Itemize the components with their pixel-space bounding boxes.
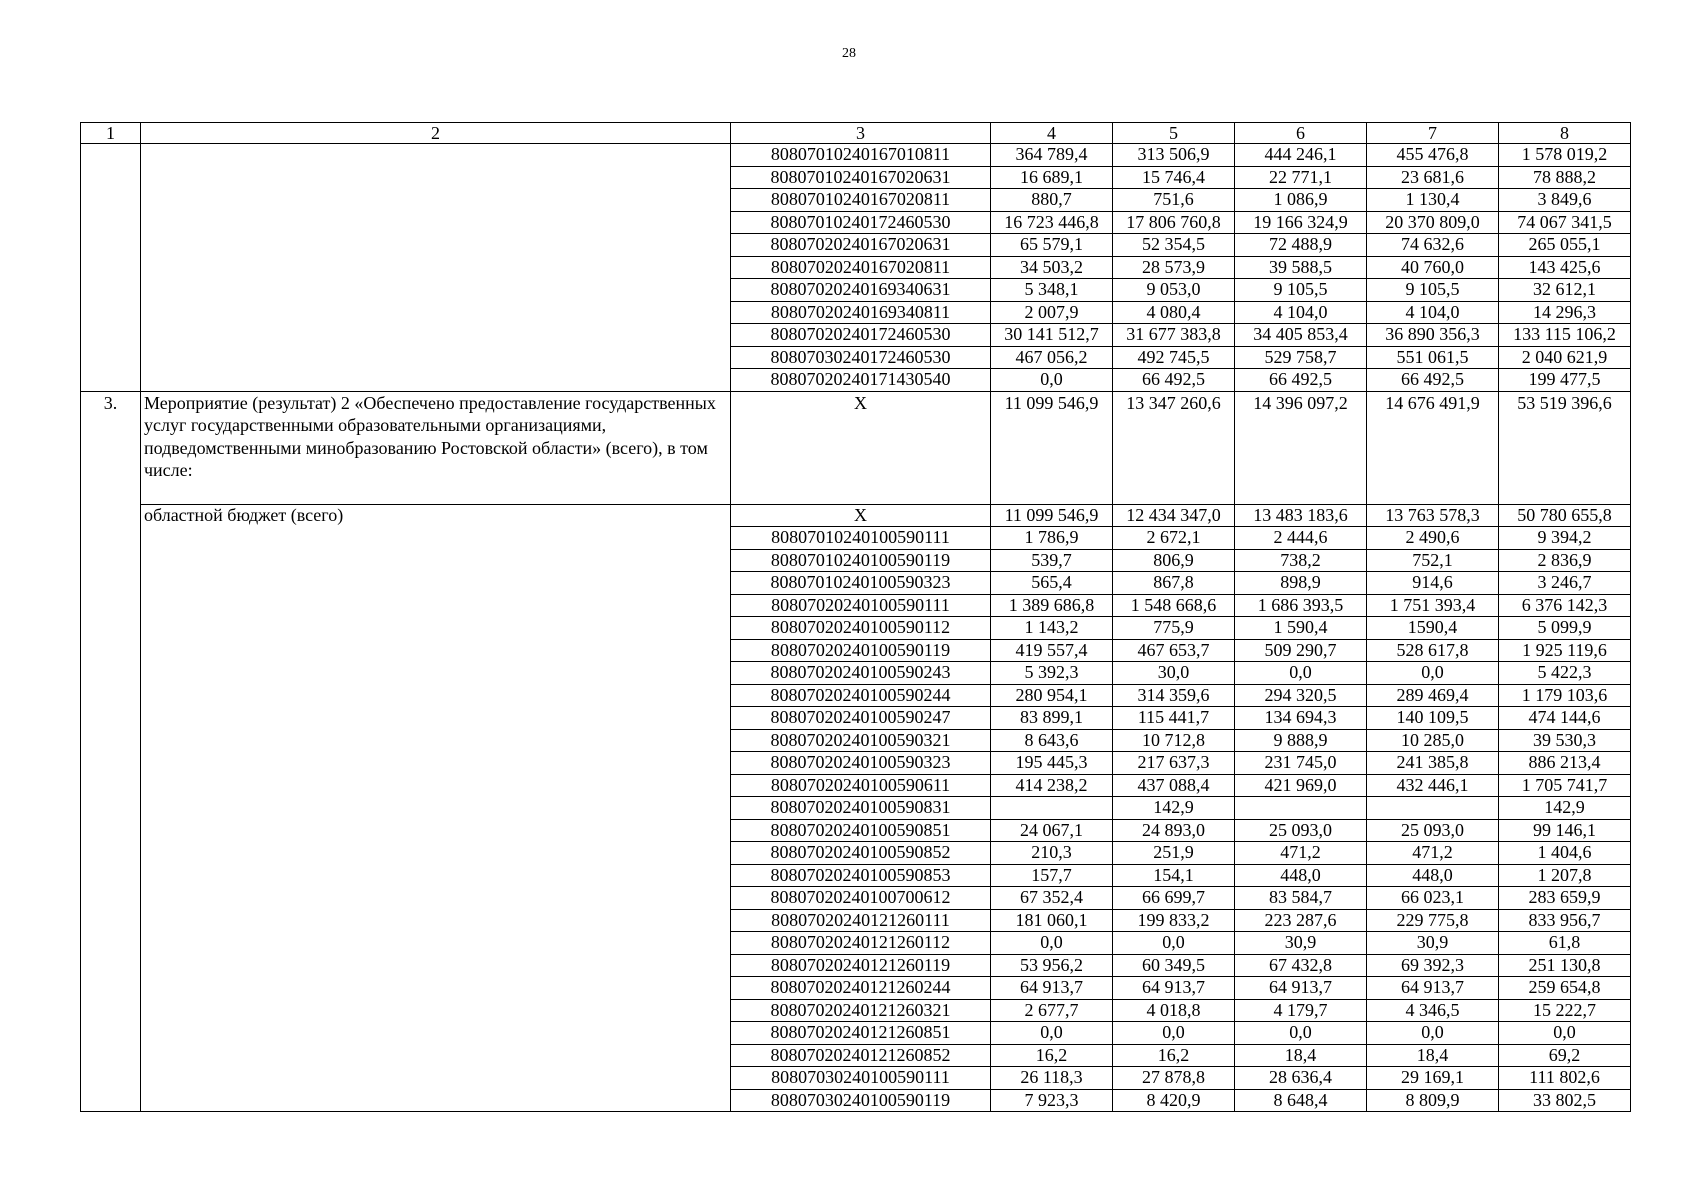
amount-cell: 66 492,5	[1235, 369, 1367, 392]
amount-cell: 30,9	[1235, 932, 1367, 955]
amount-cell: 142,9	[1499, 797, 1631, 820]
budget-code-cell: 80807020240169340811	[731, 301, 991, 324]
amount-cell: 30,9	[1367, 932, 1499, 955]
amount-cell: 539,7	[991, 549, 1113, 572]
header-cell: 5	[1113, 123, 1235, 144]
amount-cell: 229 775,8	[1367, 909, 1499, 932]
amount-cell: 565,4	[991, 572, 1113, 595]
amount-cell: 16,2	[991, 1044, 1113, 1067]
amount-cell: 52 354,5	[1113, 234, 1235, 257]
amount-cell: 13 763 578,3	[1367, 504, 1499, 527]
amount-cell: 448,0	[1367, 864, 1499, 887]
amount-cell: 0,0	[1235, 662, 1367, 685]
amount-cell: 0,0	[1113, 1022, 1235, 1045]
budget-code-cell: 80807020240100590111	[731, 594, 991, 617]
amount-cell: 2 444,6	[1235, 527, 1367, 550]
budget-table	[80, 122, 1631, 1112]
amount-cell: 154,1	[1113, 864, 1235, 887]
amount-cell: 2 490,6	[1367, 527, 1499, 550]
amount-cell: 4 104,0	[1367, 301, 1499, 324]
amount-cell: 833 956,7	[1499, 909, 1631, 932]
amount-cell: 10 285,0	[1367, 729, 1499, 752]
amount-cell	[991, 797, 1113, 820]
header-cell: 7	[1367, 123, 1499, 144]
amount-cell: 39 530,3	[1499, 729, 1631, 752]
amount-cell	[1235, 797, 1367, 820]
amount-cell: 9 888,9	[1235, 729, 1367, 752]
amount-cell: 8 643,6	[991, 729, 1113, 752]
amount-cell: 18,4	[1367, 1044, 1499, 1067]
budget-code-cell: 80807020240100590323	[731, 752, 991, 775]
amount-cell: 437 088,4	[1113, 774, 1235, 797]
amount-cell: 0,0	[991, 369, 1113, 392]
amount-cell: 9 105,5	[1235, 279, 1367, 302]
amount-cell: 2 677,7	[991, 999, 1113, 1022]
amount-cell: 1 548 668,6	[1113, 594, 1235, 617]
amount-cell: 66 492,5	[1113, 369, 1235, 392]
budget-code-cell: 80807020240100590611	[731, 774, 991, 797]
budget-code-cell: 80807020240100590853	[731, 864, 991, 887]
amount-cell: 34 405 853,4	[1235, 324, 1367, 347]
amount-cell: 0,0	[1235, 1022, 1367, 1045]
amount-cell: 28 636,4	[1235, 1067, 1367, 1090]
amount-cell: 24 893,0	[1113, 819, 1235, 842]
budget-code-cell: 80807010240100590119	[731, 549, 991, 572]
amount-cell: 4 346,5	[1367, 999, 1499, 1022]
budget-code-cell: 80807020240169340631	[731, 279, 991, 302]
amount-cell: 111 802,6	[1499, 1067, 1631, 1090]
amount-cell: 78 888,2	[1499, 166, 1631, 189]
amount-cell: 5 422,3	[1499, 662, 1631, 685]
amount-cell: 471,2	[1367, 842, 1499, 865]
amount-cell: 738,2	[1235, 549, 1367, 572]
amount-cell: 280 954,1	[991, 684, 1113, 707]
header-cell: 3	[731, 123, 991, 144]
amount-cell: 15 746,4	[1113, 166, 1235, 189]
amount-cell: 66 023,1	[1367, 887, 1499, 910]
amount-cell: 53 519 396,6	[1499, 391, 1631, 504]
amount-cell: 16,2	[1113, 1044, 1235, 1067]
budget-code-cell: 80807020240121260244	[731, 977, 991, 1000]
amount-cell: 1590,4	[1367, 617, 1499, 640]
amount-cell: 10 712,8	[1113, 729, 1235, 752]
header-cell: 1	[81, 123, 141, 144]
amount-cell: 1 207,8	[1499, 864, 1631, 887]
amount-cell: 140 109,5	[1367, 707, 1499, 730]
budget-code-cell: 80807020240100590831	[731, 797, 991, 820]
amount-cell: 313 506,9	[1113, 144, 1235, 167]
budget-code-cell: 80807020240171430540	[731, 369, 991, 392]
amount-cell: 15 222,7	[1499, 999, 1631, 1022]
amount-cell: 0,0	[1113, 932, 1235, 955]
amount-cell: 4 080,4	[1113, 301, 1235, 324]
amount-cell: 914,6	[1367, 572, 1499, 595]
amount-cell: 66 699,7	[1113, 887, 1235, 910]
amount-cell: 898,9	[1235, 572, 1367, 595]
amount-cell: 36 890 356,3	[1367, 324, 1499, 347]
amount-cell: 66 492,5	[1367, 369, 1499, 392]
amount-cell: 210,3	[991, 842, 1113, 865]
amount-cell: 414 238,2	[991, 774, 1113, 797]
amount-cell: 74 632,6	[1367, 234, 1499, 257]
amount-cell: 181 060,1	[991, 909, 1113, 932]
amount-cell	[1367, 797, 1499, 820]
amount-cell: 2 836,9	[1499, 549, 1631, 572]
amount-cell: 529 758,7	[1235, 346, 1367, 369]
amount-cell: 0,0	[1367, 662, 1499, 685]
amount-cell: 1 389 686,8	[991, 594, 1113, 617]
amount-cell: 455 476,8	[1367, 144, 1499, 167]
measure-description: Мероприятие (результат) 2 «Обеспечено предоставление государственных услуг государственными образовательными организациями, подведомственными минобразованию Ростовской области» (всего), в том числе:	[141, 391, 731, 504]
budget-code-cell: 80807020240100700612	[731, 887, 991, 910]
amount-cell: 231 745,0	[1235, 752, 1367, 775]
row-number-cell: 3.	[81, 391, 141, 1112]
amount-cell: 1 705 741,7	[1499, 774, 1631, 797]
amount-cell: 13 483 183,6	[1235, 504, 1367, 527]
amount-cell: 528 617,8	[1367, 639, 1499, 662]
budget-code-cell: 80807020240100590321	[731, 729, 991, 752]
amount-cell: 99 146,1	[1499, 819, 1631, 842]
amount-cell: 60 349,5	[1113, 954, 1235, 977]
budget-code-cell: 80807020240100590247	[731, 707, 991, 730]
budget-code-cell: 80807020240121260851	[731, 1022, 991, 1045]
amount-cell: 115 441,7	[1113, 707, 1235, 730]
amount-cell: 83 899,1	[991, 707, 1113, 730]
row-number-cell	[81, 144, 141, 392]
amount-cell: 16 723 446,8	[991, 211, 1113, 234]
page-number: 28	[842, 46, 856, 61]
budget-code-cell: 80807020240167020631	[731, 234, 991, 257]
measure-row	[81, 391, 1631, 504]
budget-code-cell: X	[731, 504, 991, 527]
amount-cell: 4 104,0	[1235, 301, 1367, 324]
amount-cell: 32 612,1	[1499, 279, 1631, 302]
header-cell: 4	[991, 123, 1113, 144]
amount-cell: 1 404,6	[1499, 842, 1631, 865]
budget-code-cell: 80807020240100590112	[731, 617, 991, 640]
budget-code-cell: 80807030240172460530	[731, 346, 991, 369]
budget-code-cell: 80807020240100590119	[731, 639, 991, 662]
amount-cell: 133 115 106,2	[1499, 324, 1631, 347]
amount-cell: 12 434 347,0	[1113, 504, 1235, 527]
amount-cell: 2 672,1	[1113, 527, 1235, 550]
amount-cell: 1 143,2	[991, 617, 1113, 640]
amount-cell: 467 056,2	[991, 346, 1113, 369]
amount-cell: 1 086,9	[1235, 189, 1367, 212]
amount-cell: 5 348,1	[991, 279, 1113, 302]
amount-cell: 69 392,3	[1367, 954, 1499, 977]
budget-code-cell: X	[731, 391, 991, 504]
budget-code-cell: 80807020240100590244	[731, 684, 991, 707]
amount-cell: 259 654,8	[1499, 977, 1631, 1000]
header-cell: 2	[141, 123, 731, 144]
amount-cell: 25 093,0	[1367, 819, 1499, 842]
amount-cell: 1 751 393,4	[1367, 594, 1499, 617]
amount-cell: 33 802,5	[1499, 1089, 1631, 1112]
amount-cell: 8 648,4	[1235, 1089, 1367, 1112]
amount-cell: 1 590,4	[1235, 617, 1367, 640]
amount-cell: 9 053,0	[1113, 279, 1235, 302]
table-row	[81, 144, 1631, 167]
amount-cell: 64 913,7	[991, 977, 1113, 1000]
amount-cell: 4 018,8	[1113, 999, 1235, 1022]
amount-cell: 364 789,4	[991, 144, 1113, 167]
amount-cell: 23 681,6	[1367, 166, 1499, 189]
budget-code-cell: 80807010240167010811	[731, 144, 991, 167]
amount-cell: 251 130,8	[1499, 954, 1631, 977]
amount-cell: 806,9	[1113, 549, 1235, 572]
amount-cell: 7 923,3	[991, 1089, 1113, 1112]
amount-cell: 509 290,7	[1235, 639, 1367, 662]
amount-cell: 444 246,1	[1235, 144, 1367, 167]
amount-cell: 217 637,3	[1113, 752, 1235, 775]
amount-cell: 0,0	[1499, 1022, 1631, 1045]
amount-cell: 134 694,3	[1235, 707, 1367, 730]
amount-cell: 1 686 393,5	[1235, 594, 1367, 617]
amount-cell: 251,9	[1113, 842, 1235, 865]
budget-code-cell: 80807020240172460530	[731, 324, 991, 347]
amount-cell: 65 579,1	[991, 234, 1113, 257]
budget-code-cell: 80807030240100590111	[731, 1067, 991, 1090]
amount-cell: 886 213,4	[1499, 752, 1631, 775]
amount-cell: 13 347 260,6	[1113, 391, 1235, 504]
amount-cell: 199 833,2	[1113, 909, 1235, 932]
amount-cell: 30,0	[1113, 662, 1235, 685]
amount-cell: 24 067,1	[991, 819, 1113, 842]
amount-cell: 1 925 119,6	[1499, 639, 1631, 662]
amount-cell: 492 745,5	[1113, 346, 1235, 369]
amount-cell: 467 653,7	[1113, 639, 1235, 662]
amount-cell: 67 432,8	[1235, 954, 1367, 977]
amount-cell: 551 061,5	[1367, 346, 1499, 369]
amount-cell: 8 420,9	[1113, 1089, 1235, 1112]
amount-cell: 223 287,6	[1235, 909, 1367, 932]
header-row	[81, 123, 1631, 144]
amount-cell: 31 677 383,8	[1113, 324, 1235, 347]
amount-cell: 419 557,4	[991, 639, 1113, 662]
amount-cell: 199 477,5	[1499, 369, 1631, 392]
budget-code-cell: 80807030240100590119	[731, 1089, 991, 1112]
amount-cell: 74 067 341,5	[1499, 211, 1631, 234]
amount-cell: 19 166 324,9	[1235, 211, 1367, 234]
amount-cell: 27 878,8	[1113, 1067, 1235, 1090]
amount-cell: 289 469,4	[1367, 684, 1499, 707]
amount-cell: 28 573,9	[1113, 256, 1235, 279]
amount-cell: 53 956,2	[991, 954, 1113, 977]
amount-cell: 1 786,9	[991, 527, 1113, 550]
amount-cell: 20 370 809,0	[1367, 211, 1499, 234]
amount-cell: 5 392,3	[991, 662, 1113, 685]
amount-cell: 64 913,7	[1367, 977, 1499, 1000]
amount-cell: 474 144,6	[1499, 707, 1631, 730]
amount-cell: 775,9	[1113, 617, 1235, 640]
amount-cell: 448,0	[1235, 864, 1367, 887]
amount-cell: 17 806 760,8	[1113, 211, 1235, 234]
amount-cell: 83 584,7	[1235, 887, 1367, 910]
amount-cell: 751,6	[1113, 189, 1235, 212]
amount-cell: 3 246,7	[1499, 572, 1631, 595]
budget-code-cell: 80807010240172460530	[731, 211, 991, 234]
amount-cell: 880,7	[991, 189, 1113, 212]
amount-cell: 64 913,7	[1113, 977, 1235, 1000]
amount-cell: 18,4	[1235, 1044, 1367, 1067]
amount-cell: 1 578 019,2	[1499, 144, 1631, 167]
amount-cell: 0,0	[991, 1022, 1113, 1045]
budget-code-cell: 80807020240167020811	[731, 256, 991, 279]
amount-cell: 1 179 103,6	[1499, 684, 1631, 707]
table-body	[81, 123, 1631, 1112]
budget-code-cell: 80807010240167020631	[731, 166, 991, 189]
amount-cell: 314 359,6	[1113, 684, 1235, 707]
amount-cell: 143 425,6	[1499, 256, 1631, 279]
amount-cell: 142,9	[1113, 797, 1235, 820]
amount-cell: 64 913,7	[1235, 977, 1367, 1000]
amount-cell: 867,8	[1113, 572, 1235, 595]
amount-cell: 752,1	[1367, 549, 1499, 572]
amount-cell: 9 394,2	[1499, 527, 1631, 550]
amount-cell: 39 588,5	[1235, 256, 1367, 279]
amount-cell: 22 771,1	[1235, 166, 1367, 189]
budget-code-cell: 80807020240121260112	[731, 932, 991, 955]
amount-cell: 5 099,9	[1499, 617, 1631, 640]
amount-cell: 30 141 512,7	[991, 324, 1113, 347]
amount-cell: 14 296,3	[1499, 301, 1631, 324]
amount-cell: 471,2	[1235, 842, 1367, 865]
budget-code-cell: 80807010240100590323	[731, 572, 991, 595]
amount-cell: 4 179,7	[1235, 999, 1367, 1022]
amount-cell: 9 105,5	[1367, 279, 1499, 302]
amount-cell: 1 130,4	[1367, 189, 1499, 212]
description-cell	[141, 144, 731, 392]
amount-cell: 29 169,1	[1367, 1067, 1499, 1090]
amount-cell: 67 352,4	[991, 887, 1113, 910]
amount-cell: 3 849,6	[1499, 189, 1631, 212]
amount-cell: 11 099 546,9	[991, 391, 1113, 504]
amount-cell: 14 396 097,2	[1235, 391, 1367, 504]
amount-cell: 0,0	[991, 932, 1113, 955]
amount-cell: 6 376 142,3	[1499, 594, 1631, 617]
amount-cell: 0,0	[1367, 1022, 1499, 1045]
amount-cell: 294 320,5	[1235, 684, 1367, 707]
amount-cell: 16 689,1	[991, 166, 1113, 189]
amount-cell: 421 969,0	[1235, 774, 1367, 797]
header-cell: 8	[1499, 123, 1631, 144]
amount-cell: 34 503,2	[991, 256, 1113, 279]
budget-code-cell: 80807020240121260852	[731, 1044, 991, 1067]
amount-cell: 11 099 546,9	[991, 504, 1113, 527]
budget-code-cell: 80807010240167020811	[731, 189, 991, 212]
regional-budget-label: областной бюджет (всего)	[141, 504, 731, 1112]
amount-cell: 241 385,8	[1367, 752, 1499, 775]
amount-cell: 14 676 491,9	[1367, 391, 1499, 504]
budget-code-cell: 80807020240121260321	[731, 999, 991, 1022]
amount-cell: 283 659,9	[1499, 887, 1631, 910]
header-cell: 6	[1235, 123, 1367, 144]
budget-code-cell: 80807020240100590851	[731, 819, 991, 842]
amount-cell: 8 809,9	[1367, 1089, 1499, 1112]
amount-cell: 40 760,0	[1367, 256, 1499, 279]
budget-code-cell: 80807010240100590111	[731, 527, 991, 550]
amount-cell: 265 055,1	[1499, 234, 1631, 257]
amount-cell: 432 446,1	[1367, 774, 1499, 797]
amount-cell: 2 040 621,9	[1499, 346, 1631, 369]
amount-cell: 2 007,9	[991, 301, 1113, 324]
amount-cell: 195 445,3	[991, 752, 1113, 775]
amount-cell: 61,8	[1499, 932, 1631, 955]
amount-cell: 26 118,3	[991, 1067, 1113, 1090]
amount-cell: 50 780 655,8	[1499, 504, 1631, 527]
amount-cell: 69,2	[1499, 1044, 1631, 1067]
amount-cell: 72 488,9	[1235, 234, 1367, 257]
budget-code-cell: 80807020240100590852	[731, 842, 991, 865]
budget-code-cell: 80807020240121260119	[731, 954, 991, 977]
regional-budget-row	[81, 504, 1631, 527]
amount-cell: 25 093,0	[1235, 819, 1367, 842]
budget-code-cell: 80807020240100590243	[731, 662, 991, 685]
amount-cell: 157,7	[991, 864, 1113, 887]
budget-code-cell: 80807020240121260111	[731, 909, 991, 932]
